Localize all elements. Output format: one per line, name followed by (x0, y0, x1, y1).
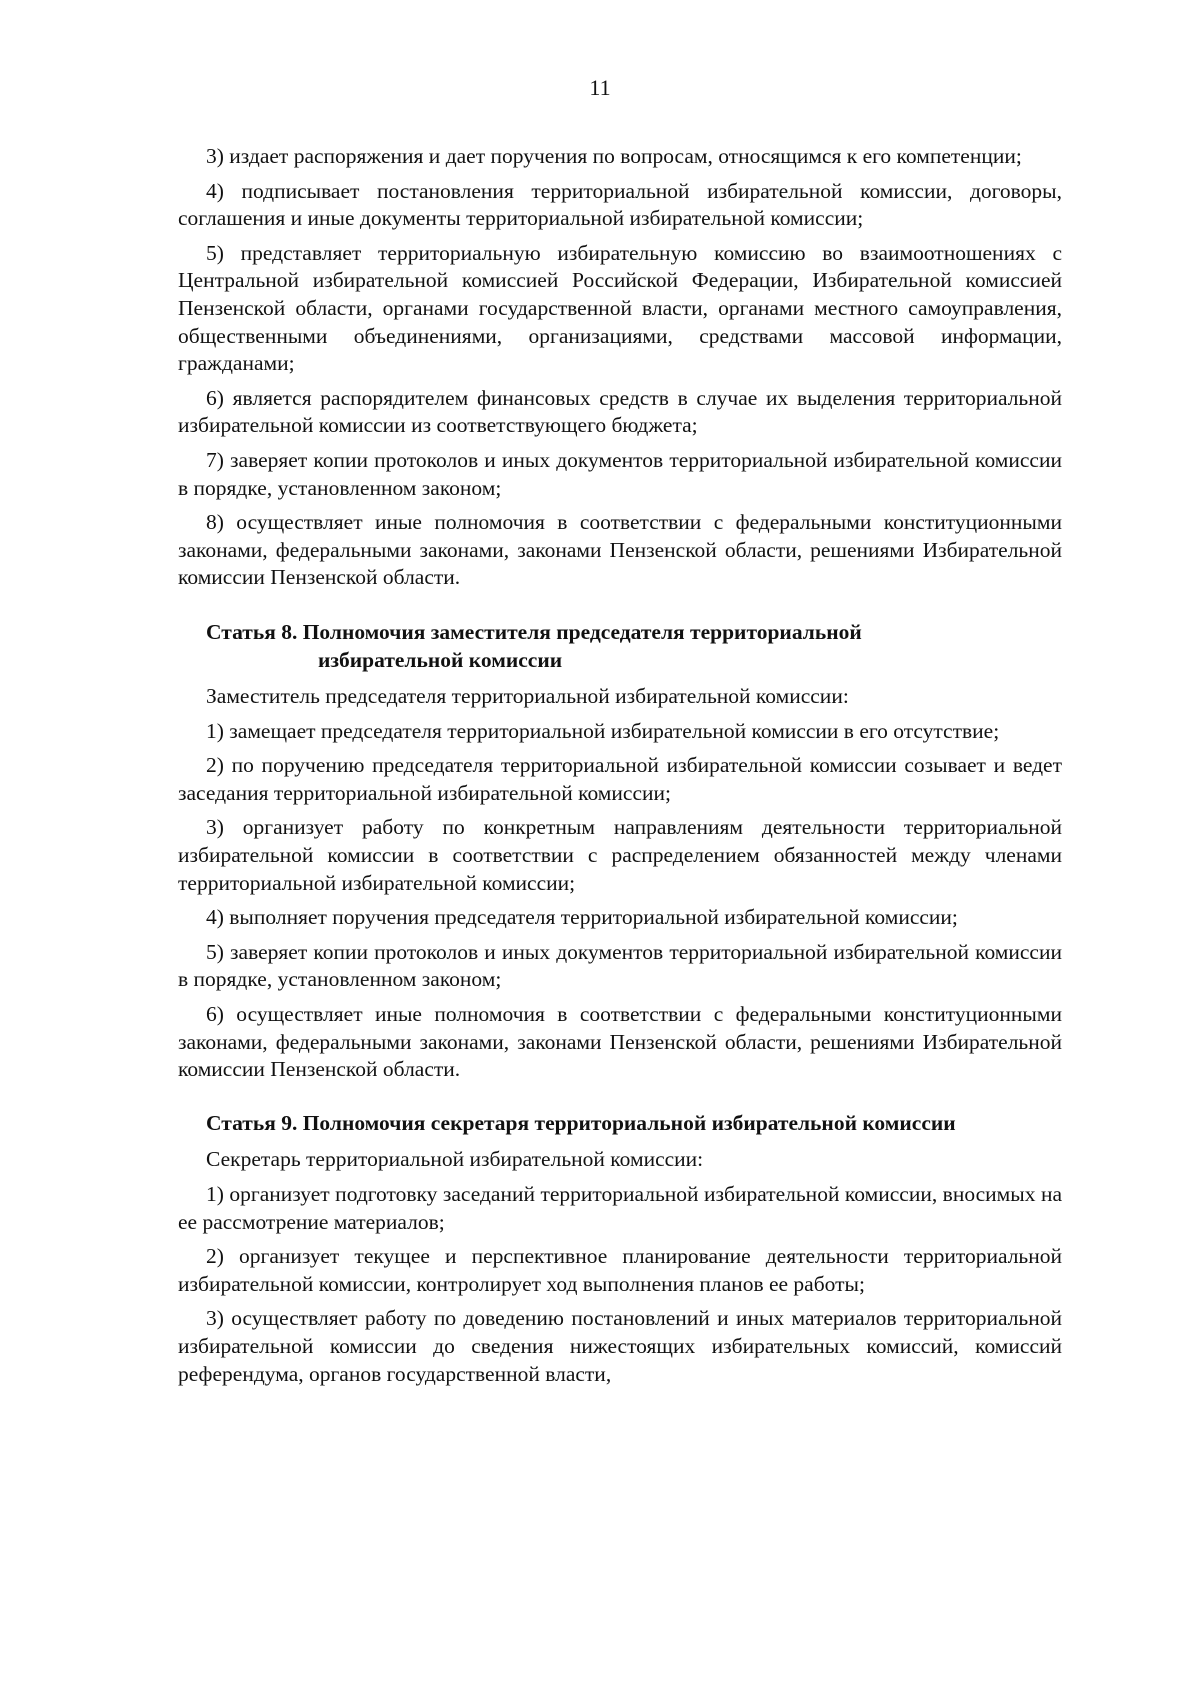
list-item: 7) заверяет копии протоколов и иных документов территориальной избирательной комиссии в порядке, установленном законом; (178, 447, 1062, 500)
article-8-heading (178, 619, 1062, 674)
article-9-heading: Статья 9. Полномочия секретаря территориальной избирательной комиссии (206, 1110, 956, 1135)
list-item: 5) представляет территориальную избирательную комиссию во взаимоотношениях с Центральной избирательной комиссией Российской Федерации, Избирательной комиссией Пензенской области, органами государственной власти, органами местного самоуправления, общественными объединениями, организациями, средствами массовой информации, гражданами; (178, 240, 1062, 376)
article-8-heading-line1: Статья 8. Полномочия заместителя председателя территориальной (206, 619, 862, 644)
list-item: 5) заверяет копии протоколов и иных документов территориальной избирательной комиссии в порядке, установленном законом; (178, 939, 1062, 992)
list-item: 4) подписывает постановления территориальной избирательной комиссии, договоры, соглашения и иные документы территориальной избирательной комиссии; (178, 178, 1062, 231)
list-item: 3) осуществляет работу по доведению постановлений и иных материалов территориальной избирательной комиссии до сведения нижестоящих избирательных комиссий, комиссий референдума, органов государственной власти, (178, 1306, 1062, 1386)
article-8-intro: Заместитель председателя территориальной избирательной комиссии: (206, 684, 849, 709)
list-item: 1) замещает председателя территориальной избирательной комиссии в его отсутствие; (206, 718, 1000, 743)
page-number: 11 (589, 75, 611, 100)
list-item: 2) по поручению председателя территориальной избирательной комиссии созывает и ведет заседания территориальной избирательной комиссии; (178, 753, 1062, 805)
list-item: 6) осуществляет иные полномочия в соответствии с федеральными конституционными законами, федеральными законами, законами Пензенской области, решениями Избирательной комиссии Пензенской области. (178, 1002, 1062, 1082)
list-item: 2) организует текущее и перспективное планирование деятельности территориальной избирательной комиссии, контролирует ход выполнения планов ее работы; (178, 1244, 1062, 1296)
list-item: 3) издает распоряжения и дает поручения по вопросам, относящимся к его компетенции; (206, 144, 1022, 168)
document-body (178, 143, 1062, 1395)
chairman-powers-list (178, 143, 1062, 592)
list-item: 8) осуществляет иные полномочия в соответствии с федеральными конституционными законами, федеральными законами, законами Пензенской области, решениями Избирательной комиссии Пензенской области. (178, 510, 1062, 590)
article-8 (178, 619, 1062, 1084)
article-9-intro: Секретарь территориальной избирательной комиссии: (206, 1147, 704, 1172)
list-item: 4) выполняет поручения председателя территориальной избирательной комиссии; (206, 905, 958, 930)
list-item: 3) организует работу по конкретным направлениям деятельности территориальной избирательной комиссии в соответствии с распределением обязанностей между членами территориальной избирательной комиссии; (178, 815, 1062, 895)
article-8-heading-line2: избирательной комиссии (318, 647, 563, 672)
list-item: 1) организует подготовку заседаний территориальной избирательной комиссии, вносимых на ее рассмотрение материалов; (178, 1182, 1062, 1234)
article-9 (178, 1110, 1062, 1388)
list-item: 6) является распорядителем финансовых средств в случае их выделения территориальной избирательной комиссии из соответствующего бюджета; (178, 385, 1062, 438)
